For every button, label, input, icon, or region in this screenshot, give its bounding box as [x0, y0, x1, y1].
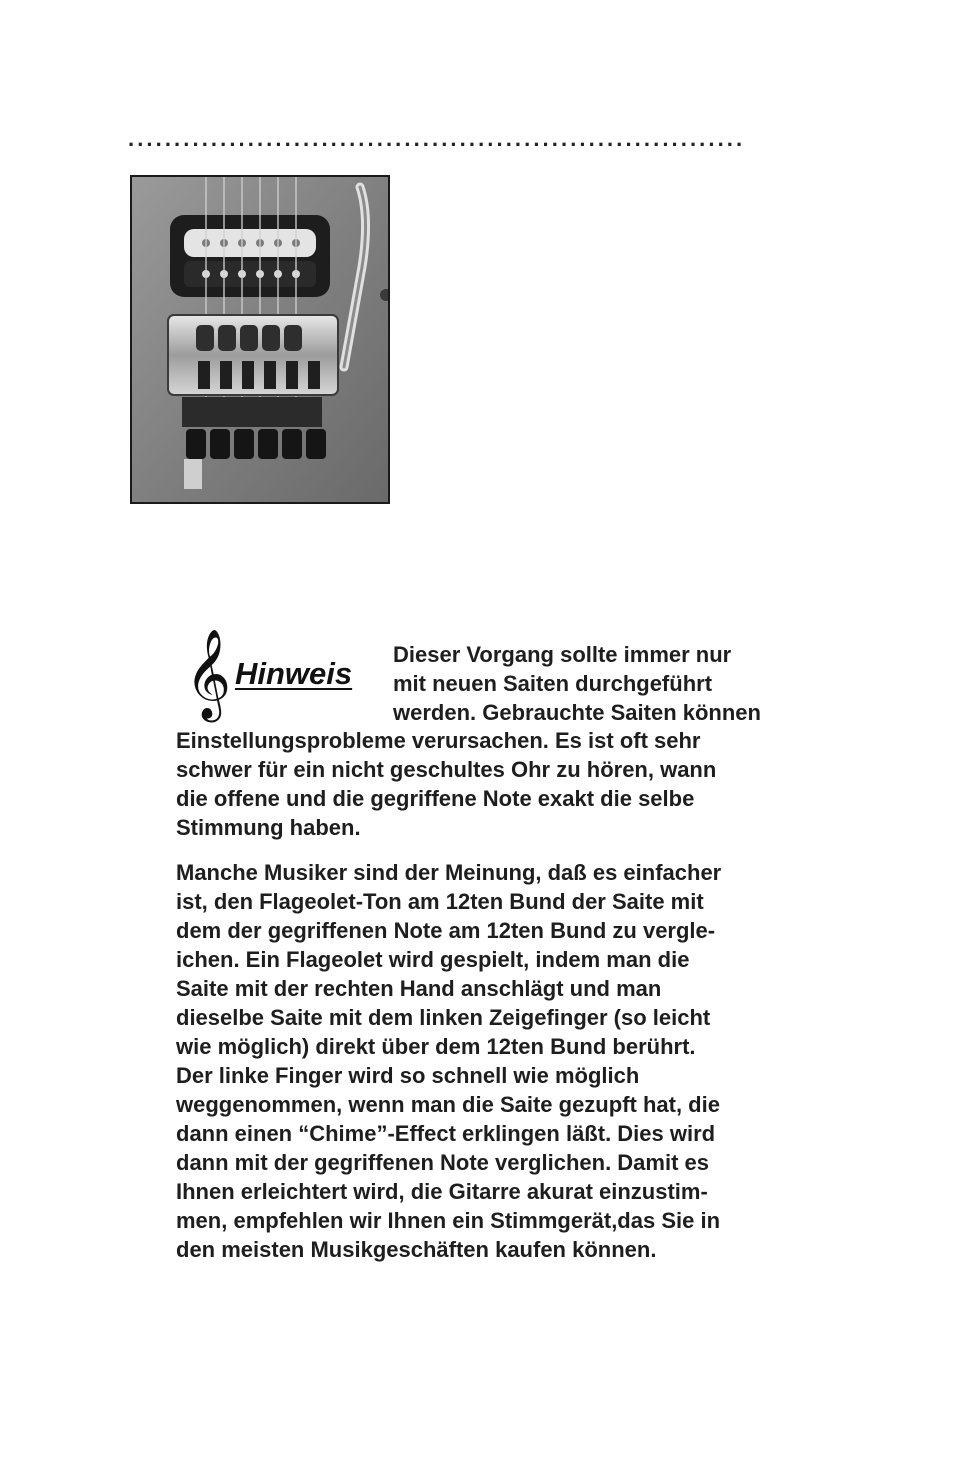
text-line: Stimmung haben.: [176, 815, 361, 840]
text-line: men, empfehlen wir Ihnen ein Stimmgerät,das Sie in: [176, 1208, 721, 1233]
text-line: die offene und die gegriffene Note exakt die selbe: [176, 786, 695, 811]
text-line: ichen. Ein Flageolet wird gespielt, indem man die: [176, 947, 690, 972]
text-line: Ihnen erleichtert wird, die Gitarre akurat einzustim-: [176, 1179, 708, 1204]
paragraph-2: [176, 858, 836, 1264]
text-line: weggenommen, wenn man die Saite gezupft hat, die: [176, 1092, 720, 1117]
text-line: mit neuen Saiten durchgeführt: [393, 671, 713, 696]
text-line: dem der gegriffenen Note am 12ten Bund zu vergle-: [176, 918, 716, 943]
text-line: wie möglich) direkt über dem 12ten Bund berührt.: [176, 1034, 696, 1059]
text-line: dann mit der gegriffenen Note verglichen. Damit es: [176, 1150, 709, 1175]
text-line: Saite mit der rechten Hand anschlägt und man: [176, 976, 662, 1001]
note-title: Hinweis: [235, 656, 353, 691]
text-line: Der linke Finger wird so schnell wie möglich: [176, 1063, 640, 1088]
paragraph-1-continued: [176, 726, 836, 842]
text-line: Dieser Vorgang sollte immer nur: [393, 642, 732, 667]
guitar-bridge-illustration: [132, 177, 388, 502]
text-line: den meisten Musikgeschäften kaufen können.: [176, 1237, 657, 1262]
text-line: ist, den Flageolet-Ton am 12ten Bund der Saite mit: [176, 889, 704, 914]
guitar-bridge-photo: [130, 175, 390, 504]
text-line: Einstellungsprobleme verursachen. Es ist oft sehr: [176, 728, 701, 753]
text-line: schwer für ein nicht geschultes Ohr zu hören, wann: [176, 757, 717, 782]
note-heading: [185, 630, 385, 720]
dotted-separator: ...................................................................: [128, 126, 746, 151]
text-line: Manche Musiker sind der Meinung, daß es einfacher: [176, 860, 722, 885]
paragraph-1-intro: [393, 640, 833, 727]
text-line: dieselbe Saite mit dem linken Zeigefinger (so leicht: [176, 1005, 711, 1030]
treble-clef-icon: 𝄞: [185, 629, 232, 719]
text-line: werden. Gebrauchte Saiten können: [393, 700, 761, 725]
text-line: dann einen “Chime”-Effect erklingen läßt. Dies wird: [176, 1121, 716, 1146]
